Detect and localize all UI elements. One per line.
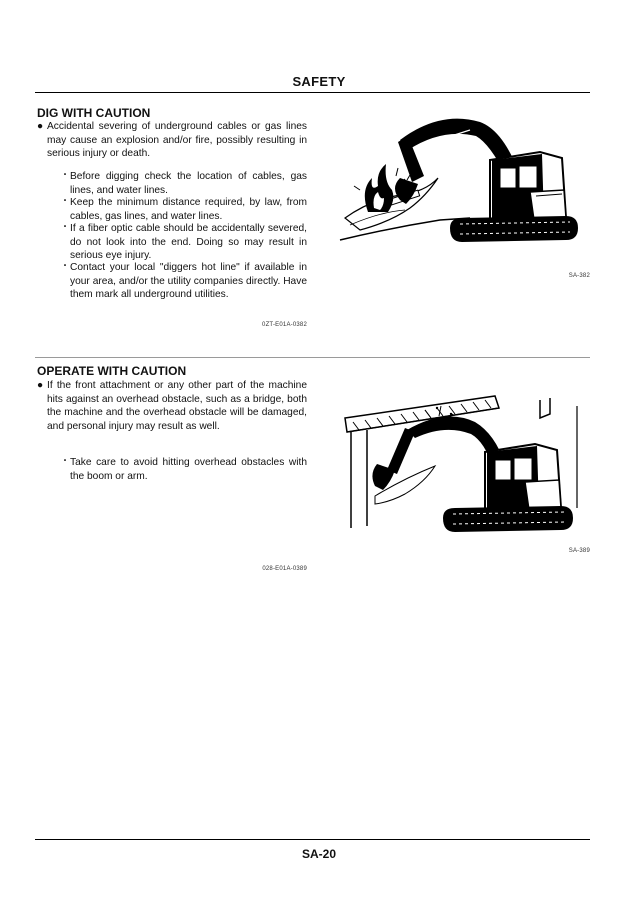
sub-bullet-icon: ・ [60, 196, 70, 207]
section1-item-3-text: If a fiber optic cable should be accidentally severed, do not look into the end. Doing so may result in serious eye injury. [70, 223, 307, 262]
sub-bullet-icon: ・ [60, 456, 70, 467]
bullet-dot-icon: ● [37, 121, 44, 132]
excavator-digging-illustration [330, 100, 592, 265]
section2-doc-code: 028-E01A-0389 [262, 566, 307, 572]
section-title-dig-with-caution: DIG WITH CAUTION [37, 106, 151, 120]
bullet-dot-icon: ● [37, 380, 44, 391]
excavator-overhead-obstacle-illustration [335, 378, 590, 538]
section2-intro-text: If the front attachment or any other part of the machine hits against an overhead obstacle, such as a bridge, both the machine and the overhead obstacle will be damaged, and personal injury may result as well. [47, 380, 307, 432]
section1-intro-text: Accidental severing of underground cables or gas lines may cause an explosion and/or fire, possibly resulting in serious injury or death. [47, 121, 307, 160]
section-divider [35, 357, 590, 358]
section1-figure-code: SA-382 [568, 273, 590, 279]
sub-bullet-icon: ・ [60, 261, 70, 272]
page-number: SA-20 [301, 847, 336, 861]
sub-bullet-icon: ・ [60, 222, 70, 233]
section2-figure-code: SA-389 [568, 548, 590, 554]
section1-item-4-text: Contact your local "diggers hot line" if available in your area, and/or the utility companies directly. Have them mark all underground utilities. [70, 262, 307, 301]
section-title-operate-with-caution: OPERATE WITH CAUTION [37, 364, 187, 378]
section2-item-1-text: Take care to avoid hitting overhead obstacles with the boom or arm. [70, 457, 307, 482]
section1-item-1-text: Before digging check the location of cables, gas lines, and water lines. [70, 171, 307, 196]
section1-doc-code: 0ZT-E01A-0382 [262, 322, 307, 328]
footer-rule [35, 839, 590, 840]
header-rule [35, 92, 590, 93]
page-header-title: SAFETY [292, 74, 346, 89]
section1-item-2-text: Keep the minimum distance required, by law, from cables, gas lines, and water lines. [70, 197, 307, 222]
sub-bullet-icon: ・ [60, 170, 70, 181]
